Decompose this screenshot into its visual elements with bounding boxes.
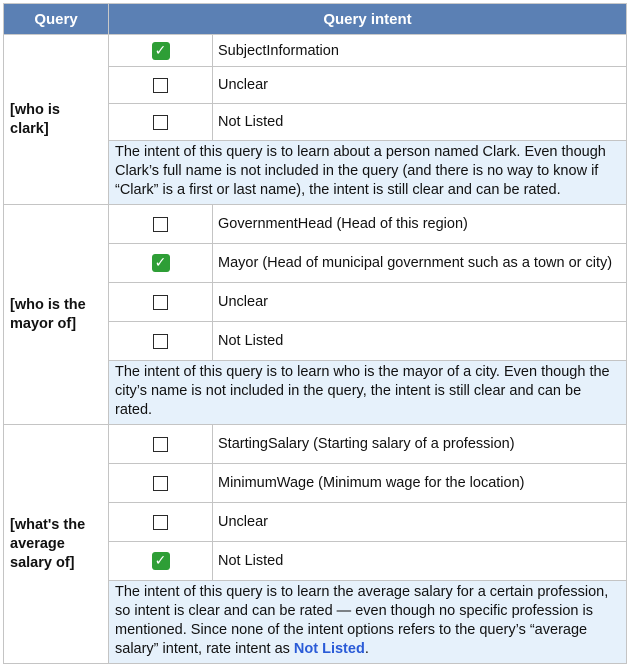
checkbox-cell[interactable] [109,322,213,361]
checkbox-cell[interactable] [109,67,213,104]
green-check-icon[interactable]: ✓ [152,254,170,272]
checkbox-cell[interactable] [109,35,213,67]
option-label: Unclear [213,283,627,322]
checkbox-cell[interactable] [109,244,213,283]
empty-checkbox-icon[interactable] [153,476,168,491]
empty-checkbox-icon[interactable] [153,437,168,452]
explanation-note: The intent of this query is to learn about a person named Clark. Even though Clark’s full name is not included in the query (and there is no way to know if “Clark” is a first or last name), the intent is still clear and can be rated. [109,141,627,205]
empty-checkbox-icon[interactable] [153,515,168,530]
option-row [4,35,627,67]
green-check-icon[interactable]: ✓ [152,42,170,60]
query-text: [who is the mayor of] [10,296,86,332]
empty-checkbox-icon[interactable] [153,115,168,130]
option-label: GovernmentHead (Head of this region) [213,205,627,244]
intent-column-header: Query intent [109,4,627,35]
option-row [4,205,627,244]
option-label: Not Listed [213,542,627,581]
explanation-note [109,581,627,664]
green-check-icon[interactable]: ✓ [152,552,170,570]
checkbox-cell[interactable] [109,283,213,322]
option-label: StartingSalary (Starting salary of a profession) [213,425,627,464]
note-text: The intent of this query is to learn the average salary for a certain profession, so intent is clear and can be rated — even though no specific profession is mentioned. Since none of the intent options refers to the query’s “average salary” intent, rate intent as [115,584,609,657]
empty-checkbox-icon[interactable] [153,78,168,93]
option-label: Unclear [213,503,627,542]
checkbox-cell[interactable] [109,542,213,581]
checkbox-cell[interactable] [109,464,213,503]
option-label: Not Listed [213,104,627,141]
query-column-header: Query [4,4,109,35]
checkbox-cell[interactable] [109,205,213,244]
note-end: . [364,641,369,657]
option-label: Not Listed [213,322,627,361]
checkbox-cell[interactable] [109,425,213,464]
checkbox-cell[interactable] [109,104,213,141]
query-text: [what's the average salary of] [10,516,86,571]
option-row [4,425,627,464]
query-cell [4,205,109,425]
not-listed-highlight: Not Listed [293,641,365,657]
empty-checkbox-icon[interactable] [153,295,168,310]
query-text: [who is clark] [10,101,60,137]
header-row [4,4,627,35]
query-intent-table [3,3,627,664]
option-label: Unclear [213,67,627,104]
option-label: MinimumWage (Minimum wage for the location) [213,464,627,503]
option-label: SubjectInformation [213,35,627,67]
query-cell [4,425,109,664]
explanation-note: The intent of this query is to learn who is the mayor of a city. Even though the city’s name is not included in the query, the intent is still clear and can be rated. [109,361,627,425]
query-cell [4,35,109,205]
option-label: Mayor (Head of municipal government such as a town or city) [213,244,627,283]
checkbox-cell[interactable] [109,503,213,542]
empty-checkbox-icon[interactable] [153,334,168,349]
empty-checkbox-icon[interactable] [153,217,168,232]
